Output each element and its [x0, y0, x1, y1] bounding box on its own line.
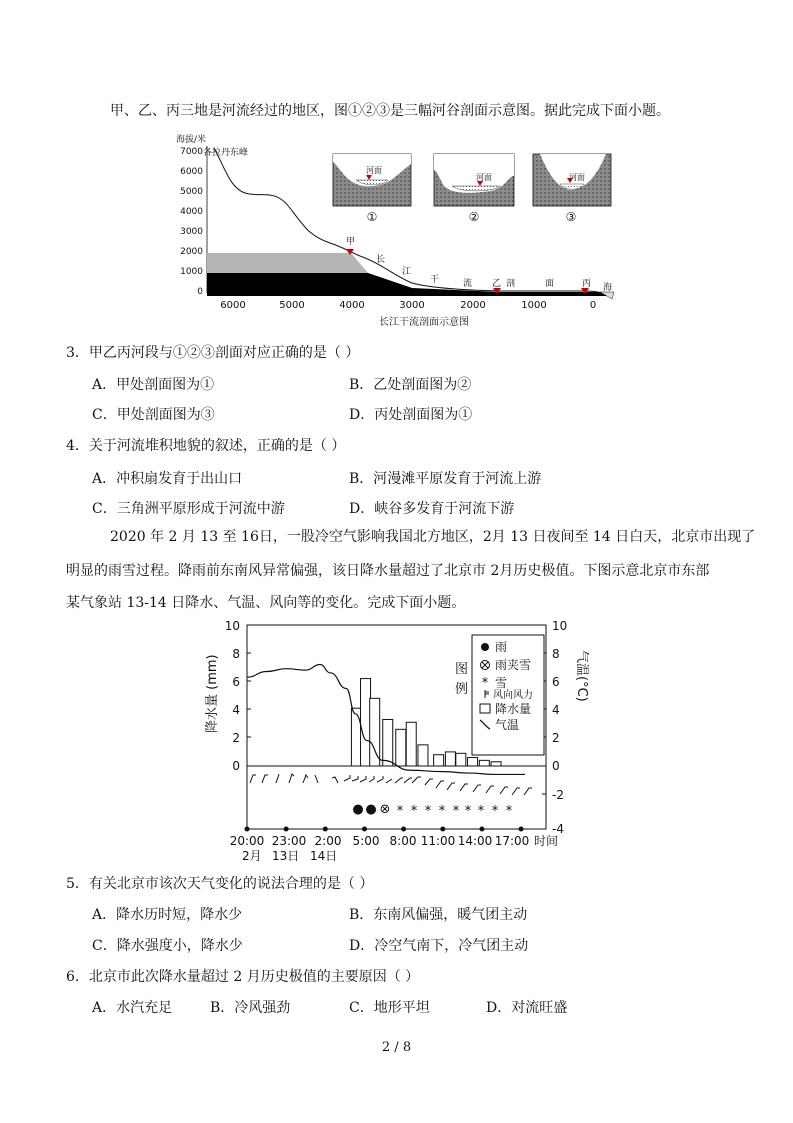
legend-rain-icon: [481, 643, 489, 651]
svg-text:●: ●: [365, 802, 377, 817]
svg-text:4000: 4000: [339, 300, 365, 311]
precip-bar: [491, 762, 501, 766]
question-6-stem: 6．北京市此次降水量超过 2 月历史极值的主要原因（ ）: [66, 969, 420, 985]
question-4-stem: 4．关于河流堆积地貌的叙述，正确的是（ ）: [66, 438, 346, 454]
right-tick-0: 0: [552, 759, 560, 773]
svg-text:1000: 1000: [521, 300, 547, 311]
x-tick-dot: [479, 827, 484, 832]
q3-option-d[interactable]: D．丙处剖面图为①: [349, 407, 473, 423]
x-tick-dot: [323, 827, 328, 832]
right-tick-8: 8: [552, 647, 560, 661]
precip-bar: [396, 729, 406, 766]
legend-sleet: 雨夹雪: [495, 658, 532, 672]
profile-y-ticks: [180, 147, 203, 297]
right-tick-10: 10: [552, 619, 568, 633]
precip-bar: [479, 760, 489, 766]
q3-option-c[interactable]: C．甲处剖面图为③: [92, 407, 215, 423]
legend-title-2: 例: [455, 682, 469, 697]
svg-text:干: 干: [430, 275, 440, 285]
precip-bar: [418, 745, 428, 766]
intro-text-1: 甲、乙、丙三地是河流经过的地区，图①②③是三幅河谷剖面示意图。据此完成下面小题。: [110, 103, 670, 119]
profile-x-ticks: [220, 300, 596, 311]
sea-label: 海: [603, 283, 613, 293]
svg-text:0: 0: [589, 300, 597, 311]
profile-y-title: 海拔/米: [176, 135, 207, 145]
x-tick-1700: 17:00: [494, 834, 530, 848]
right-tick-4: 4: [552, 703, 560, 717]
q6-option-b[interactable]: B．冷风强劲: [210, 1000, 291, 1016]
left-tick-0: 0: [232, 759, 240, 773]
q5-option-b[interactable]: B．东南风偏强，暖气团主动: [349, 907, 528, 923]
left-tick-8: 8: [232, 647, 240, 661]
svg-text:7000: 7000: [180, 147, 203, 157]
yangtze-profile-figure: [0, 128, 793, 368]
left-tick-2: 2: [232, 731, 240, 745]
svg-text:1000: 1000: [180, 267, 203, 277]
date-label-14: 14日: [310, 849, 338, 863]
svg-text:2000: 2000: [460, 300, 486, 311]
svg-text:5000: 5000: [279, 300, 305, 311]
precip-bar: [361, 679, 371, 766]
q4-option-a[interactable]: A．冲积扇发育于出山口: [92, 471, 243, 487]
right-tick-neg2: -2: [552, 788, 564, 802]
right-tick-6: 6: [552, 675, 560, 689]
svg-text:⊗: ⊗: [379, 802, 391, 817]
precip-bar: [383, 719, 393, 766]
x-tick-0200: 2:00: [314, 834, 342, 848]
svg-text:3000: 3000: [399, 300, 425, 311]
section-1-number: ①: [366, 210, 378, 224]
precip-bar: [351, 708, 361, 766]
svg-text:*: *: [477, 804, 485, 819]
svg-text:5000: 5000: [180, 187, 203, 197]
date-label-month: 2月: [242, 849, 262, 863]
legend-title-1: 图: [455, 662, 469, 677]
svg-text:面: 面: [545, 279, 555, 289]
left-axis-label: 降水量 (mm): [205, 654, 220, 733]
section-1-sketch: [333, 154, 411, 224]
q5-option-c[interactable]: C．降水强度小，降水少: [92, 938, 243, 954]
question-5-stem: 5．有关北京市该次天气变化的说法合理的是（ ）: [66, 876, 374, 892]
svg-text:江: 江: [402, 267, 412, 277]
x-tick-dot: [440, 827, 445, 832]
svg-text:河面: 河面: [366, 166, 382, 175]
x-tick-2000: 20:00: [229, 834, 265, 848]
svg-text:河面: 河面: [569, 173, 585, 182]
weather-legend: [455, 635, 544, 755]
q4-option-d[interactable]: D．峡谷多发育于河流下游: [349, 501, 515, 517]
x-tick-dot: [519, 827, 524, 832]
left-tick-4: 4: [232, 703, 240, 717]
precip-bar: [445, 752, 455, 766]
point-jia: 甲: [346, 237, 356, 247]
right-axis-label: 气温(°C): [574, 650, 589, 702]
svg-text:*: *: [438, 804, 446, 819]
point-yi: 乙: [492, 279, 502, 289]
section-3-number: ③: [565, 210, 577, 224]
x-tick-dot: [245, 827, 250, 832]
x-tick-2300: 23:00: [271, 834, 307, 848]
precip-bar: [370, 698, 380, 766]
date-label-13: 13日: [272, 849, 300, 863]
section-3-sketch: [533, 154, 611, 224]
x-tick-dot: [284, 827, 289, 832]
svg-text:*: *: [452, 804, 460, 819]
svg-text:*: *: [396, 804, 404, 819]
q4-option-c[interactable]: C．三角洲平原形成于河流中游: [92, 501, 285, 517]
svg-text:长: 长: [376, 255, 386, 265]
profile-peak-label: 各拉丹东峰: [203, 148, 249, 158]
precip-bar: [456, 753, 466, 766]
legend-temp: 气温: [495, 718, 520, 732]
legend-wind: 风向风力: [493, 690, 533, 701]
x-tick-1400: 14:00: [457, 834, 493, 848]
q6-option-d[interactable]: D．对流旺盛: [486, 1000, 568, 1016]
x-tick-0500: 5:00: [352, 834, 380, 848]
legend-snow-icon: *: [481, 676, 489, 691]
section-2-number: ②: [468, 210, 480, 224]
svg-text:*: *: [464, 804, 472, 819]
q3-option-a[interactable]: A．甲处剖面图为①: [92, 377, 215, 393]
svg-text:6000: 6000: [180, 167, 203, 177]
svg-text:3000: 3000: [180, 227, 203, 237]
svg-text:流: 流: [463, 279, 473, 289]
svg-text:*: *: [410, 804, 418, 819]
q3-option-b[interactable]: B．乙处剖面图为②: [349, 377, 472, 393]
left-tick-10: 10: [224, 619, 240, 633]
question-3-stem: 3．甲乙丙河段与①②③剖面对应正确的是（ ）: [66, 345, 360, 361]
wind-barbs: [250, 774, 532, 795]
right-tick-neg4: -4: [552, 822, 564, 836]
right-tick-2: 2: [552, 731, 560, 745]
svg-text:2000: 2000: [180, 247, 203, 257]
svg-text:河面: 河面: [476, 173, 492, 182]
legend-precip: 降水量: [495, 702, 532, 716]
svg-text:6000: 6000: [220, 300, 246, 311]
q4-option-b[interactable]: B．河漫滩平原发育于河流上游: [349, 471, 542, 487]
q6-option-a[interactable]: A．水汽充足: [92, 1000, 173, 1016]
legend-precip-icon: [480, 704, 490, 713]
legend-rain: 雨: [495, 640, 508, 654]
svg-text:*: *: [505, 804, 513, 819]
intro-text-2-line-3: 某气象站 13-14 日降水、气温、风向等的变化。完成下面小题。: [66, 595, 466, 611]
x-tick-1100: 11:00: [420, 834, 456, 848]
q5-option-a[interactable]: A．降水历时短，降水少: [92, 907, 243, 923]
intro-text-2-line-1: 2020 年 2 月 13 至 16日，一股冷空气影响我国北方地区，2月 13 日夜间至 14 日白天，北京市出现了: [110, 529, 756, 545]
svg-text:*: *: [424, 804, 432, 819]
left-tick-6: 6: [232, 675, 240, 689]
elevation-band-1000-2000: [207, 253, 368, 273]
legend-snow: 雪: [495, 676, 508, 690]
page-number: 2 / 8: [381, 1040, 412, 1055]
profile-caption: 长江干流剖面示意图: [379, 317, 469, 328]
point-bing: 丙: [582, 279, 592, 289]
x-tick-dot: [401, 827, 406, 832]
svg-text:剖: 剖: [506, 279, 516, 289]
section-2-sketch: [434, 154, 514, 224]
svg-text:0: 0: [197, 287, 203, 297]
intro-text-2-line-2: 明显的雨雪过程。降雨前东南风异常偏强，该日降水量超过了北京市 2月历史极值。下图示意北京市东部: [66, 563, 710, 579]
weather-chart: [0, 615, 793, 865]
q5-option-d[interactable]: D．冷空气南下，冷气团主动: [349, 938, 529, 954]
precip-bar: [434, 755, 444, 766]
q6-option-c[interactable]: C．地形平坦: [349, 1000, 430, 1016]
weather-symbols: [352, 802, 512, 819]
svg-text:●: ●: [352, 802, 364, 817]
precip-bar: [468, 758, 478, 766]
svg-text:*: *: [491, 804, 499, 819]
svg-text:4000: 4000: [180, 207, 203, 217]
x-tick-0800: 8:00: [389, 834, 417, 848]
precip-bar: [406, 722, 416, 766]
x-axis-label: 时间: [534, 834, 559, 848]
x-tick-dot: [362, 827, 367, 832]
